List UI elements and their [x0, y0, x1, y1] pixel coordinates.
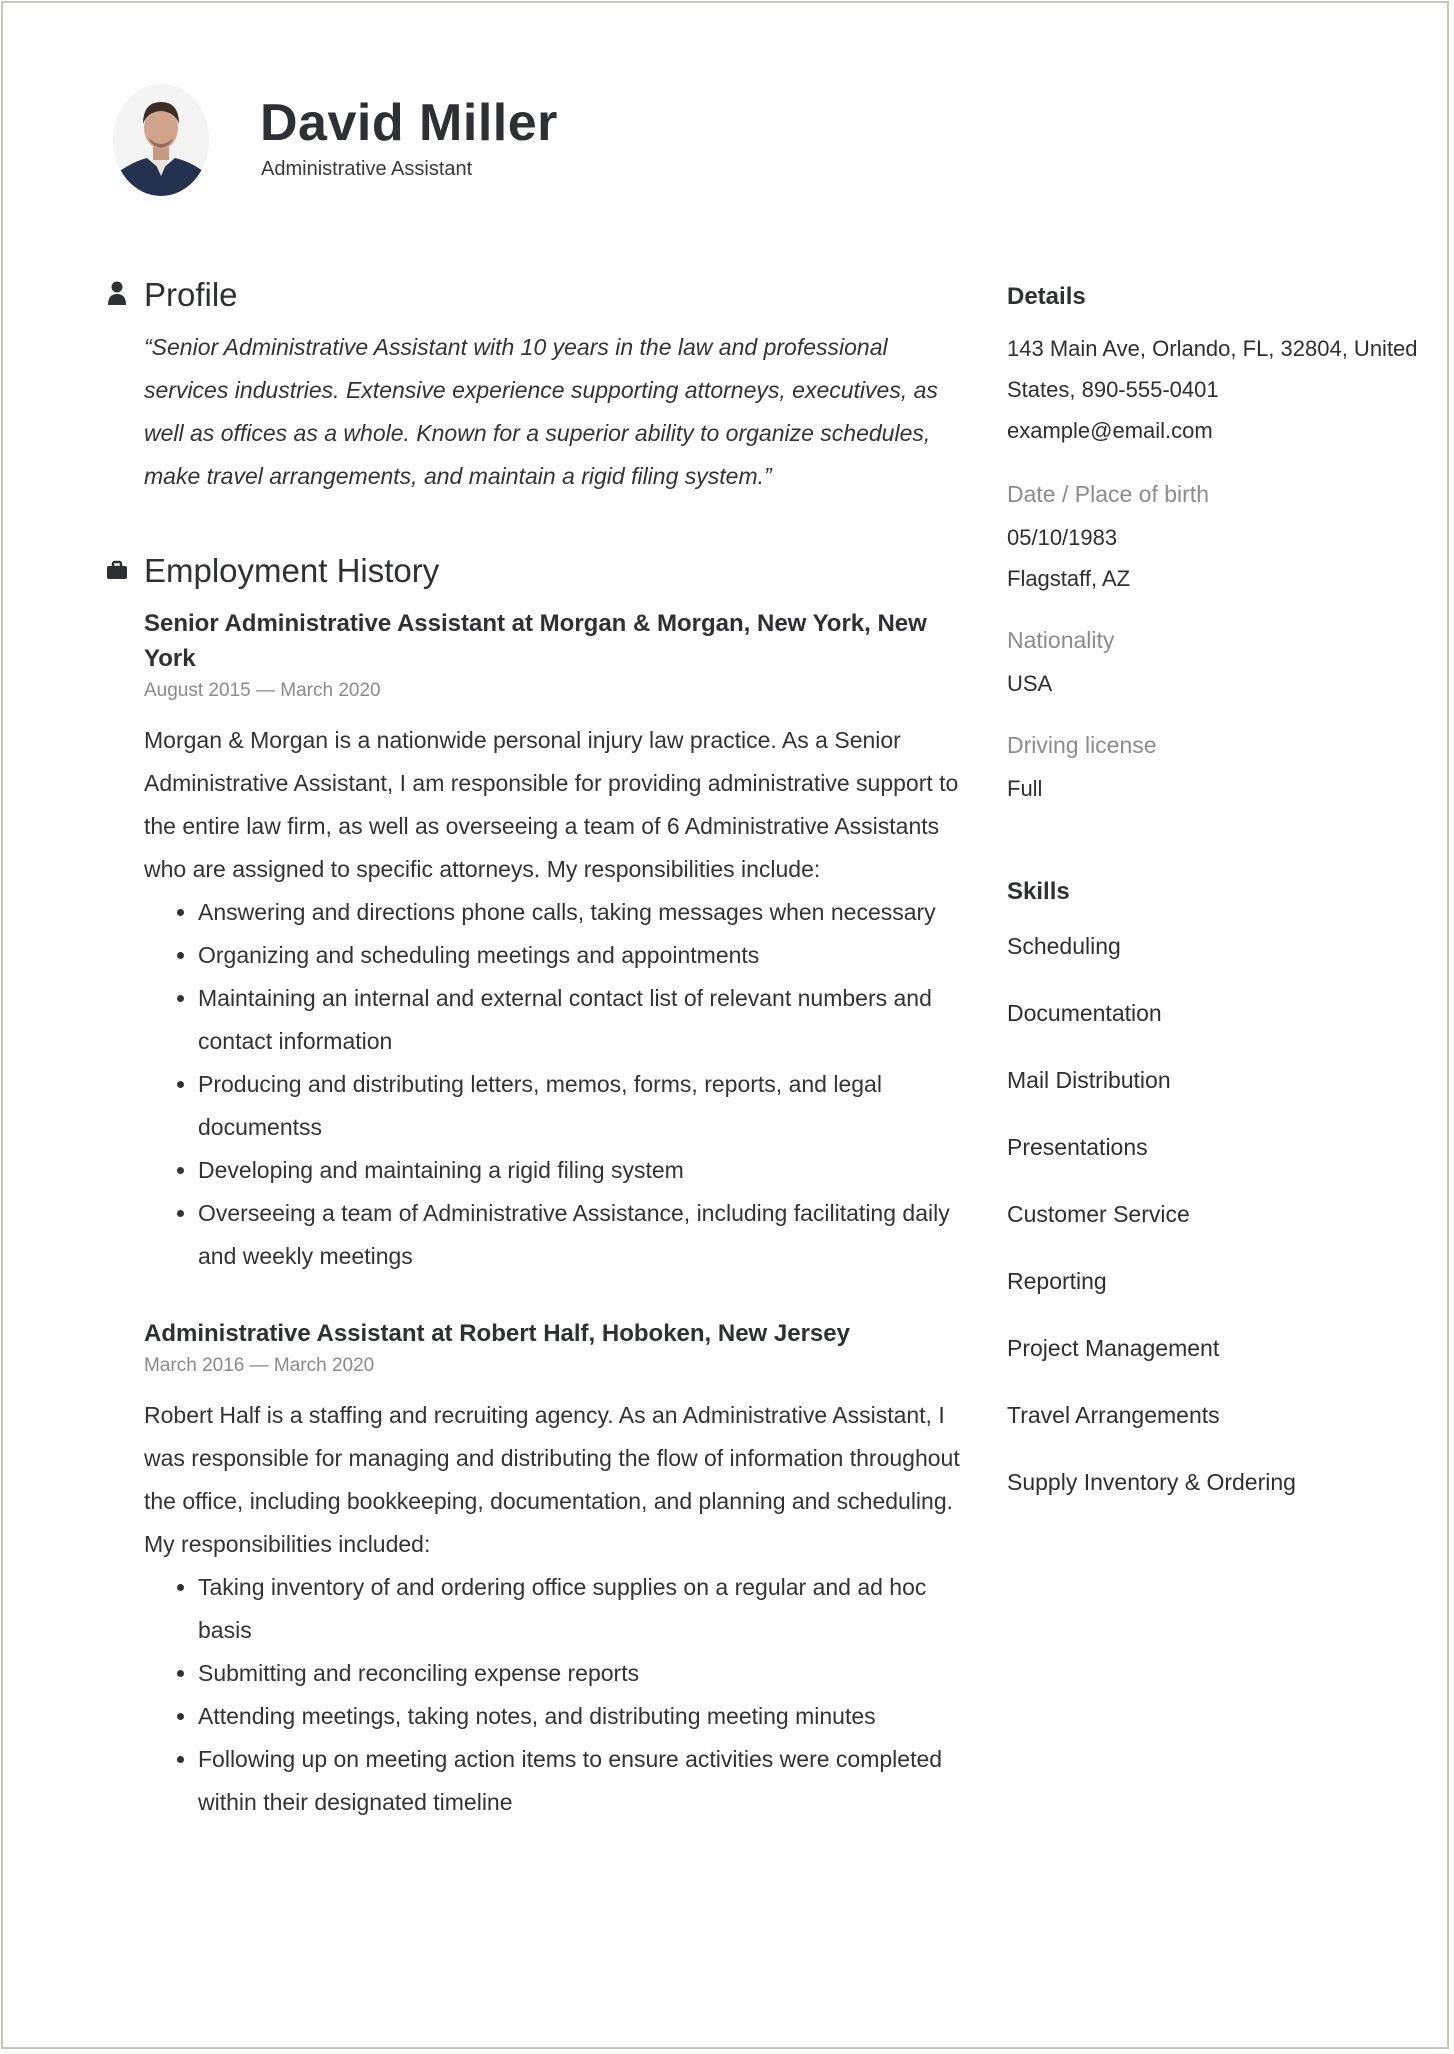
list-item: • Taking inventory of and ordering office supplies on a regular and ad hoc basis: [198, 1566, 966, 1652]
list-item: • Producing and distributing letters, memos, forms, reports, and legal documentss: [198, 1063, 966, 1149]
candidate-title: Administrative Assistant: [261, 158, 473, 180]
nationality-label: Nationality: [1007, 627, 1115, 653]
job-responsibilities: [144, 891, 966, 1278]
job-responsibilities: [144, 1566, 966, 1824]
skill-item: Project Management: [1007, 1335, 1220, 1361]
license-value: Full: [1007, 776, 1043, 801]
details-heading: Details: [1007, 283, 1086, 310]
skill-item: Reporting: [1007, 1268, 1107, 1294]
address-phone: 143 Main Ave, Orlando, FL, 32804, United States, 890-555-0401: [1007, 336, 1418, 402]
job-entry: [144, 1316, 966, 1824]
email-link[interactable]: example@email.com: [1007, 418, 1213, 443]
skill-item: Presentations: [1007, 1134, 1148, 1160]
skill-item: Documentation: [1007, 1000, 1162, 1026]
skills-list: [1007, 929, 1427, 1499]
profile-section-header: [103, 270, 953, 324]
job-entry: [144, 606, 966, 1278]
profile-summary: “Senior Administrative Assistant with 10 years in the law and professional services industries. Extensive experience supporting attorneys, executives, as well as offices as a whole. Known for a superior ability to organize schedules, make travel arrangements, and maintain a rigid filing system.”: [144, 334, 938, 489]
job-title: Administrative Assistant at Robert Half, Hoboken, New Jersey: [144, 1320, 850, 1347]
employment-section-header: [103, 546, 953, 600]
employment-heading: Employment History: [144, 552, 440, 589]
list-item: • Maintaining an internal and external contact list of relevant numbers and contact information: [198, 977, 966, 1063]
job-description: Morgan & Morgan is a nationwide personal injury law practice. As a Senior Administrative Assistant, I am responsible for providing administrative support to the entire law firm, as well as overseeing a team of 6 Administrative Assistants who are assigned to specific attorneys. My responsibilities include:: [144, 727, 959, 882]
list-item: • Answering and directions phone calls, taking messages when necessary: [198, 891, 966, 934]
main-column: [103, 270, 960, 1824]
profile-heading: Profile: [144, 276, 238, 313]
list-item: • Attending meetings, taking notes, and distributing meeting minutes: [198, 1695, 966, 1738]
skills-heading: Skills: [1007, 878, 1070, 905]
birth-place: Flagstaff, AZ: [1007, 566, 1131, 591]
license-label: Driving license: [1007, 732, 1157, 758]
list-item: • Developing and maintaining a rigid filing system: [198, 1149, 966, 1192]
avatar: [113, 84, 209, 196]
birth-date: 05/10/1983: [1007, 525, 1118, 550]
list-item: • Overseeing a team of Administrative Assistance, including facilitating daily and weekly meetings: [198, 1192, 966, 1278]
candidate-name: David Miller: [260, 94, 558, 152]
job-description: Robert Half is a staffing and recruiting agency. As an Administrative Assistant, I was responsible for managing and distributing the flow of information throughout the office, including bookkeeping, documentation, and planning and scheduling. My responsibilities included:: [144, 1402, 960, 1557]
list-item: • Following up on meeting action items to ensure activities were completed within their designated timeline: [198, 1738, 966, 1824]
birth-label: Date / Place of birth: [1007, 481, 1209, 507]
skill-item: Scheduling: [1007, 933, 1121, 959]
job-dates: March 2016 — March 2020: [144, 1355, 375, 1376]
sidebar-column: [1007, 280, 1427, 1532]
skill-item: Customer Service: [1007, 1201, 1190, 1227]
person-icon: [106, 280, 128, 308]
skill-item: Supply Inventory & Ordering: [1007, 1469, 1296, 1495]
list-item: • Submitting and reconciling expense reports: [198, 1652, 966, 1695]
briefcase-icon: [106, 556, 128, 584]
list-item: • Organizing and scheduling meetings and appointments: [198, 934, 966, 977]
job-dates: August 2015 — March 2020: [144, 680, 381, 701]
nationality-value: USA: [1007, 671, 1053, 696]
skill-item: Mail Distribution: [1007, 1067, 1171, 1093]
job-title: Senior Administrative Assistant at Morgan & Morgan, New York, New York: [144, 610, 927, 672]
skill-item: Travel Arrangements: [1007, 1402, 1220, 1428]
avatar-photo: [113, 84, 209, 196]
